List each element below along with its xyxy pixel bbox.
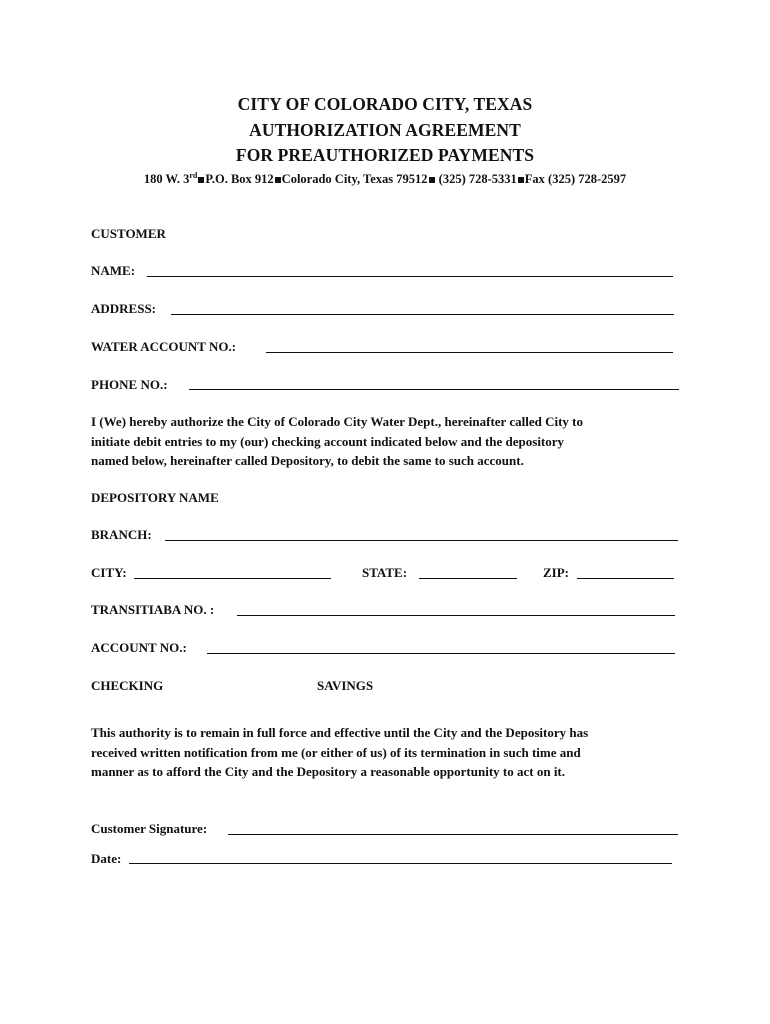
phone-label: PHONE NO.: [91,377,168,392]
street-ordinal: rd [189,171,198,180]
checking-option[interactable]: CHECKING [91,678,164,693]
terms-line: This authority is to remain in full force and effective until the City and the Depository has [91,725,589,740]
signature-field[interactable] [228,834,678,835]
date-label: Date: [91,851,122,866]
name-label: NAME: [91,263,136,278]
separator-square-icon [198,177,204,183]
transit-aba-label: TRANSITIABA NO. : [91,602,215,617]
document-subtitle-2: FOR PREAUTHORIZED PAYMENTS [235,145,535,165]
address-field[interactable] [171,314,674,315]
state-label: STATE: [362,565,408,580]
terms-paragraph [91,723,681,782]
depository-heading: DEPOSITORY NAME [91,490,219,505]
state-field[interactable] [419,578,517,579]
authorization-paragraph [91,412,681,471]
fax-number: Fax (325) 728-2597 [524,172,627,186]
authorization-line: initiate debit entries to my (our) checking account indicated below and the depository [91,433,565,449]
zip-field[interactable] [577,578,674,579]
address-label: ADDRESS: [91,301,157,316]
document-title: CITY OF COLORADO CITY, TEXAS [237,94,533,114]
terms-line: manner as to afford the City and the Depository a reasonable opportunity to act on it. [91,764,566,779]
signature-label: Customer Signature: [91,821,208,836]
terms-line: received written notification from me (or either of us) of its termination in such time and [91,744,581,760]
separator-square-icon [429,177,435,183]
city-field[interactable] [134,578,331,579]
po-box: P.O. Box 912 [205,172,274,186]
phone-field[interactable] [189,389,679,390]
branch-label: BRANCH: [91,527,152,542]
city-label: CITY: [91,565,127,580]
city-state-zip: Colorado City, Texas 79512 [281,172,428,186]
date-field[interactable] [129,863,672,864]
street-address: 180 W. 3 [143,172,190,186]
savings-option[interactable]: SAVINGS [317,678,374,693]
water-account-field[interactable] [266,352,673,353]
account-number-field[interactable] [207,653,675,654]
name-field[interactable] [147,276,673,277]
transit-aba-field[interactable] [237,615,675,616]
phone-number: (325) 728-5331 [435,172,517,186]
document-subtitle: AUTHORIZATION AGREEMENT [249,120,521,140]
account-number-label: ACCOUNT NO.: [91,640,187,655]
branch-field[interactable] [165,540,678,541]
separator-square-icon [518,177,524,183]
authorization-line: named below, hereinafter called Depository, to debit the same to such account. [91,453,524,468]
water-account-label: WATER ACCOUNT NO.: [91,339,237,354]
separator-square-icon [275,177,281,183]
zip-label: ZIP: [543,565,569,580]
customer-heading: CUSTOMER [91,226,166,241]
contact-line [0,171,770,187]
authorization-line: I (We) hereby authorize the City of Colorado City Water Dept., hereinafter called City to [91,414,583,429]
